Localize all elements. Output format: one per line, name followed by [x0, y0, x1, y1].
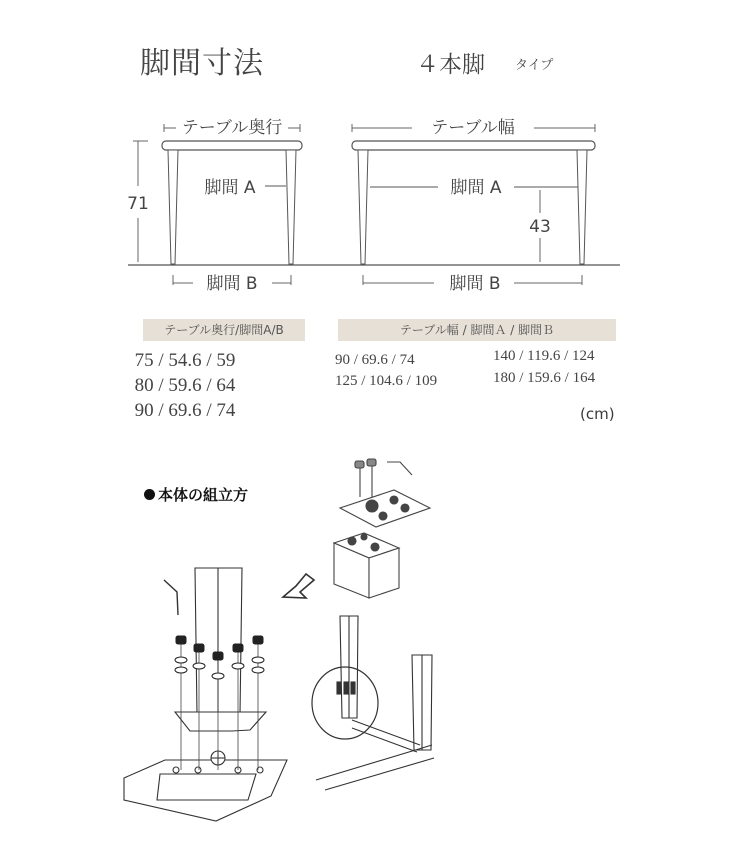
depth-row: 75 / 54.6 / 59 — [134, 350, 236, 371]
table-header-width: テーブル幅 / 脚間Ａ / 脚間Ｂ — [338, 319, 616, 341]
depth-label: テーブル奥行 — [181, 118, 283, 138]
bullet-icon — [144, 489, 155, 500]
exploded-top-assembly — [334, 459, 430, 598]
leg-right-front — [577, 150, 587, 264]
tabletop-side — [162, 141, 302, 150]
leg-a-label-front: 脚間 A — [450, 178, 502, 198]
width-row: 140 / 119.6 / 124 — [493, 348, 595, 364]
width-row: 180 / 159.6 / 164 — [493, 370, 596, 386]
page-title: 脚間寸法 — [140, 46, 264, 81]
unit-label: (cm) — [580, 405, 615, 423]
beam-height-value: 43 — [529, 217, 551, 237]
width-label: テーブル幅 — [431, 118, 515, 138]
tabletop-front — [352, 141, 595, 150]
table-side-view — [133, 124, 302, 285]
assembly-title — [144, 484, 248, 505]
leg-type-label: タイプ — [515, 58, 554, 73]
frame-assembly — [312, 616, 434, 790]
leg-bolt-assembly — [124, 568, 287, 821]
depth-row: 90 / 69.6 / 74 — [134, 400, 236, 421]
leg-b-label-front: 脚間 B — [449, 274, 501, 294]
leg-right-side — [286, 150, 296, 264]
leg-left-front — [358, 150, 368, 264]
height-value: 71 — [127, 194, 149, 214]
table-front-view — [352, 124, 595, 285]
leg-b-label-side: 脚間 B — [206, 274, 258, 294]
leg-a-label-side: 脚間 A — [204, 178, 256, 198]
leg-left-side — [168, 150, 178, 264]
width-row: 125 / 104.6 / 109 — [335, 373, 438, 389]
leg-count-label: ４本脚 — [416, 52, 485, 78]
width-row: 90 / 69.6 / 74 — [335, 352, 415, 368]
table-header-depth: テーブル奥行/脚間A/B — [143, 319, 305, 341]
assembly-arrow-icon — [283, 574, 314, 598]
depth-row: 80 / 59.6 / 64 — [134, 375, 236, 396]
assembly-title-text: 本体の組立方 — [158, 486, 249, 504]
